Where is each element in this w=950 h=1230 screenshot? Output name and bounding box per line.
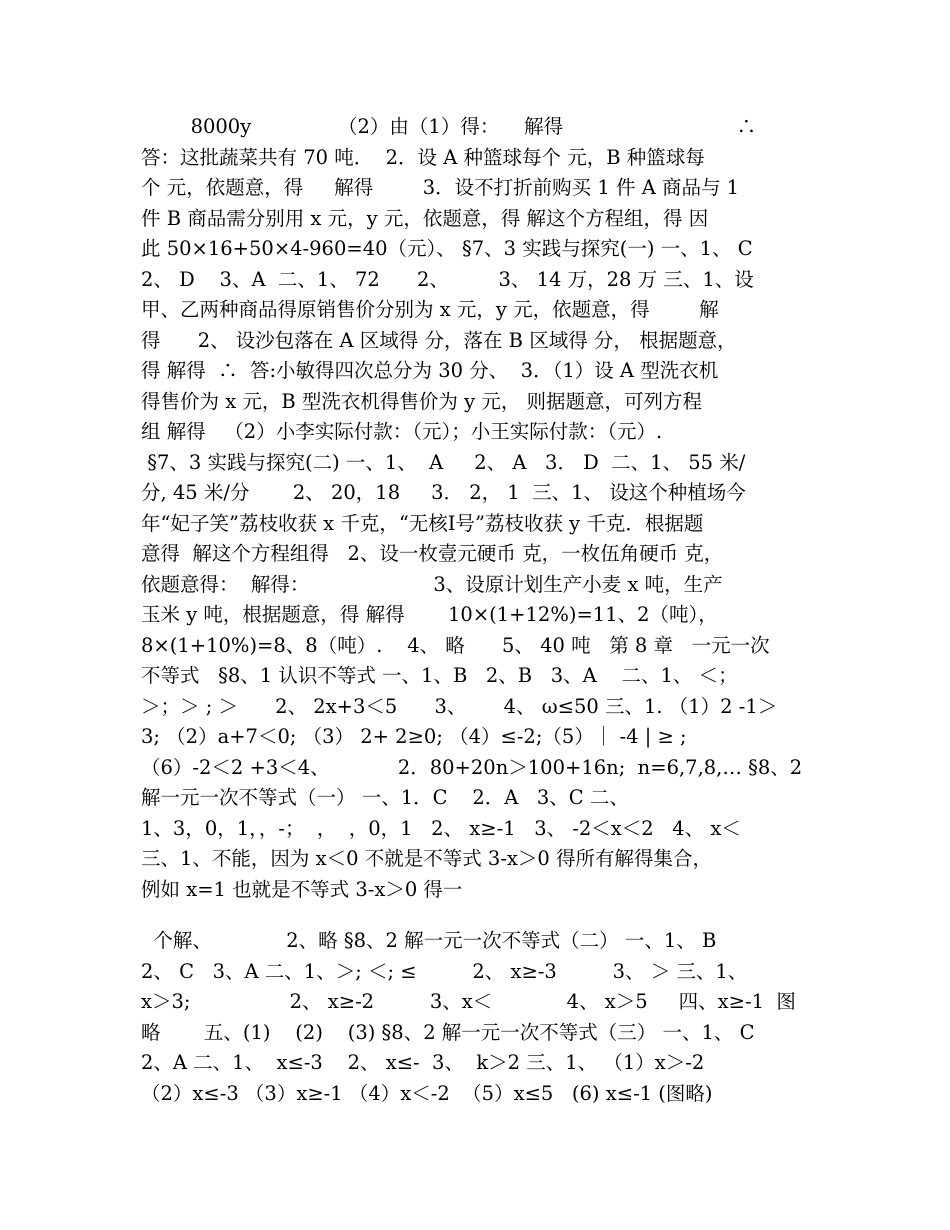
text-line: 解一元一次不等式（一） 一、1．C 2．A 3、C 二、 <box>141 786 629 809</box>
text-line: 1、3，0，1，，-； ， ，0，1 2、 x≥-1 3、 -2＜x＜2 4、 x＜ <box>141 816 741 840</box>
text-line: x＞3; 2、 x≥-2 3、x＜ 4、 x＞5 四、x≥-1 图 <box>141 990 796 1013</box>
text-line: 8×(1+10%)=8、8（吨）. 4、 略 5、 40 吨 第 8 章 一元一次 <box>141 633 770 657</box>
text-line: （6）-2＜2 +3＜4、 2．80+20n＞100+16n; n=6,7,8,… §8、2 <box>141 755 803 779</box>
text-line: §7、3 实践与探究(二) 一、1、 A 2、 A 3． D 二、1、 55 米/ <box>141 450 746 474</box>
text-line: 玉米 y 吨，根据题意，得 解得 10×(1+12%)=11、2（吨）， <box>141 603 718 626</box>
text-line: 略 五、(1) (2) (3) §8、2 解一元一次不等式（三） 一、1、 C <box>141 1020 755 1044</box>
text-line: 年“妃子笑”荔枝收获 x 千克，“无核Ⅰ号”荔枝收获 y 千克．根据题 <box>141 511 704 535</box>
answer-text-block-2 <box>141 926 813 1109</box>
text-line: 件 B 商品需分别用 x 元，y 元，依题意，得 解这个方程组，得 因 <box>141 206 709 230</box>
text-line: 2、 C 3、A 二、1、＞; ＜; ≤ 2、 x≥-3 3、 ＞ 三、1、 <box>141 959 748 983</box>
text-line: 例如 x=1 也就是不等式 3-x＞0 得一 <box>141 877 463 901</box>
text-line: 组 解得 （2）小李实际付款：（元）；小王实际付款：（元）. <box>141 420 663 443</box>
text-line: 答：这批蔬菜共有 70 吨． 2．设 A 种篮球每个 元，B 种篮球每 <box>141 145 705 169</box>
text-line: 不等式 §8、1 认识不等式 一、1、B 2、B 3、A 二、1、 ＜； <box>141 664 738 687</box>
text-line: 意得 解这个方程组得 2、设一枚壹元硬币 克，一枚伍角硬币 克， <box>141 542 724 565</box>
text-line: 此 50×16+50×4-960=40（元）、 §7、3 实践与探究(一) 一、1、 C <box>141 237 753 260</box>
text-line: 得售价为 x 元，B 型洗衣机得售价为 y 元， 则据题意，可列方程 <box>141 389 703 413</box>
text-line: 2、A 二、1、 x≤-3 2、 x≤- 3、 k＞2 三、1、 （1）x＞-2 <box>141 1051 705 1074</box>
text-line: 2、 D 3、A 二、1、 72 2、 3、 14 万，28 万 三、1、设 <box>141 267 754 291</box>
text-line: 甲、乙两种商品得原销售价分别为 x 元，y 元，依题意，得 解 <box>141 298 719 321</box>
text-line: ＞；＞ ; ＞ 2、 2x+3＜5 3、 4、 ω≤50 三、1. （1）2 -1＞ <box>141 694 778 718</box>
text-line: 个解、 2、略 §8、2 解一元一次不等式（二） 一、1、 B <box>141 929 717 952</box>
answer-text-block-1 <box>141 112 813 905</box>
text-line: 分, 45 米/分 2、 20，18 3． 2， 1 三、1、 设这个种植场今 <box>141 481 746 504</box>
text-line: 依题意得： 解得： 3、设原计划生产小麦 x 吨，生产 <box>141 572 723 596</box>
text-line: 得 2、 设沙包落在 A 区域得 分，落在 B 区域得 分， 根据题意， <box>141 328 737 352</box>
text-line: 个 元，依题意，得 解得 3．设不打折前购买 1 件 A 商品与 1 <box>141 176 740 199</box>
text-line: （2）x≤-3 （3）x≥-1 （4）x＜-2 （5）x≤5 (6) x≤-1 (图略) <box>141 1081 713 1105</box>
text-line: 得 解得 ∴ 答:小敏得四次总分为 30 分、 3．（1）设 A 型洗衣机 <box>141 359 719 382</box>
text-line: 三、1、不能，因为 x＜0 不就是不等式 3-x＞0 得所有解得集合， <box>141 847 713 870</box>
text-line: 3; （2）a+7＜0; （3） 2+ 2≥0; （4）≤-2;（5）｜ -4 | ≥ ; <box>141 725 687 748</box>
text-line: 8000y （2）由（1）得： 解得 ∴ <box>141 115 757 138</box>
